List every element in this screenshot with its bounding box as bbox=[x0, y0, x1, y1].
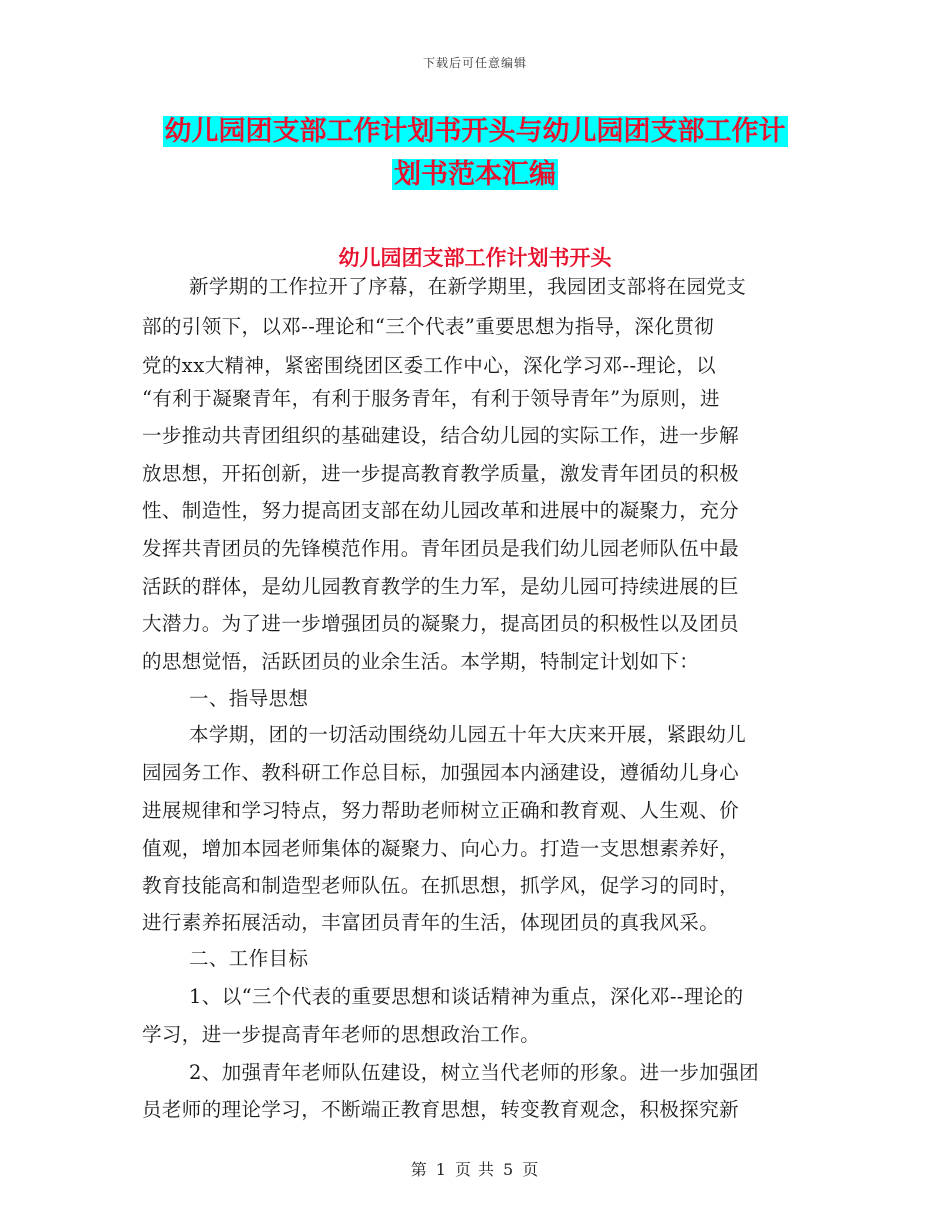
document-title-line-2 bbox=[140, 155, 810, 195]
body-line: 放思想，开拓创新，进一步提高教育教学质量，激发青年团员的积极 bbox=[142, 462, 740, 485]
body-line: 园园务工作、教科研工作总目标，加强园本内涵建设，遵循幼儿身心 bbox=[142, 761, 740, 784]
body-line: 部的引领下，以邓--理论和“三个代表”重要思想为指导，深化贯彻 bbox=[142, 315, 715, 338]
body-line: 活跃的群体，是幼儿园教育教学的生力军，是幼儿园可持续进展的巨 bbox=[142, 575, 740, 598]
section-title: 幼儿园团支部工作计划书开头 bbox=[338, 246, 612, 270]
body-line: 的思想觉悟，活跃团员的业余生活。本学期，特制定计划如下： bbox=[142, 650, 700, 673]
body-line: 员老师的理论学习，不断端正教育思想，转变教育观念，积极探究新 bbox=[142, 1098, 740, 1121]
footer-prefix: 第 bbox=[410, 1160, 428, 1179]
body-line: “有利于凝聚青年，有利于服务青年，有利于领导青年”为原则，进 bbox=[142, 387, 720, 410]
body-line: 教育技能高和制造型老师队伍。在抓思想，抓学风，促学习的同时， bbox=[142, 874, 740, 897]
document-title-text-1: 幼儿园团支部工作计划书开头与幼儿园团支部工作计 bbox=[164, 116, 786, 147]
body-line: 学习，进一步提高青年老师的思想政治工作。 bbox=[142, 1023, 541, 1046]
heading-guiding-thought: 一、指导思想 bbox=[189, 687, 309, 710]
body-line: 党的xx大精神，紧密围绕团区委工作中心，深化学习邓--理论，以 bbox=[142, 354, 717, 377]
header-note: 下载后可任意编辑 bbox=[422, 56, 527, 70]
heading-work-goals: 二、工作目标 bbox=[189, 947, 309, 970]
body-line: 一步推动共青团组织的基础建设，结合幼儿园的实际工作，进一步解 bbox=[142, 424, 740, 447]
document-title-line-1 bbox=[140, 112, 810, 152]
footer-page-number: 1 bbox=[435, 1160, 447, 1179]
body-line: 进行素养拓展活动，丰富团员青年的生活，体现团员的真我风采。 bbox=[142, 911, 720, 934]
footer-total-pages: 5 bbox=[503, 1160, 515, 1179]
body-line: 值观，增加本园老师集体的凝聚力、向心力。打造一支思想素养好， bbox=[142, 837, 740, 860]
footer-suffix: 页 bbox=[522, 1160, 540, 1179]
document-title-text-2: 划书范本汇编 bbox=[394, 159, 556, 190]
body-line: 2、加强青年老师队伍建设，树立当代老师的形象。进一步加强团 bbox=[189, 1061, 760, 1084]
body-line: 大潜力。为了进一步增强团员的凝聚力，提高团员的积极性以及团员 bbox=[142, 612, 740, 635]
body-line: 新学期的工作拉开了序幕，在新学期里，我园团支部将在园党支 bbox=[189, 275, 747, 298]
body-line: 本学期，团的一切活动围绕幼儿园五十年大庆来开展，紧跟幼儿 bbox=[189, 723, 747, 746]
body-line: 发挥共青团员的先锋模范作用。青年团员是我们幼儿园老师队伍中最 bbox=[142, 537, 740, 560]
body-line: 进展规律和学习特点，努力帮助老师树立正确和教育观、人生观、价 bbox=[142, 799, 740, 822]
page-footer bbox=[0, 1157, 950, 1180]
footer-mid: 页 共 bbox=[454, 1160, 496, 1179]
body-line: 性、制造性，努力提高团支部在幼儿园改革和进展中的凝聚力，充分 bbox=[142, 499, 740, 522]
body-line: 1、以“三个代表的重要思想和谈话精神为重点，深化邓--理论的 bbox=[189, 985, 744, 1008]
